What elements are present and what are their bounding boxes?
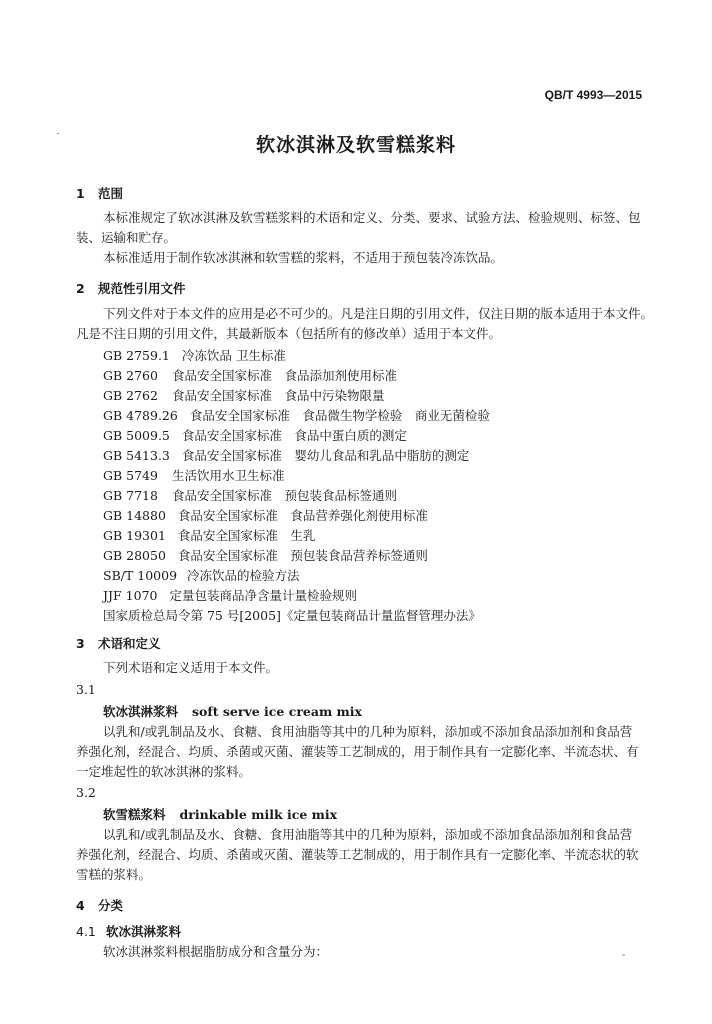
reference-title: 食品安全国家标准 预包装食品标签通则	[171, 488, 397, 503]
footer-mark: -	[622, 950, 626, 961]
reference-code: GB 28050	[103, 548, 166, 563]
section-number: 2	[76, 281, 85, 296]
reference-title: 食品安全国家标准 食品营养强化剂使用标准	[177, 508, 428, 523]
reference-code: GB 2759.1	[103, 348, 170, 363]
reference-item	[103, 526, 315, 544]
section-2-paragraph-line-2: 凡是不注日期的引用文件，其最新版本（包括所有的修改单）适用于本文件。	[76, 326, 502, 341]
reference-title: 食品安全国家标准 生乳	[177, 528, 316, 543]
reference-title: 食品安全国家标准 食品中蛋白质的测定	[181, 428, 407, 443]
section-1-paragraph-1-line-2: 装、运输和贮存。	[76, 230, 177, 245]
term-number: 3.2	[76, 785, 96, 800]
reference-code: GB 7718	[103, 488, 158, 503]
reference-code: GB 2760	[103, 368, 158, 383]
section-3-heading	[76, 634, 161, 652]
reference-title: 生活饮用水卫生标准	[171, 468, 285, 483]
reference-item	[103, 366, 397, 384]
reference-title: 《定量包装商品计量监督管理办法》	[280, 608, 481, 623]
standard-code: QB/T 4993—2015	[544, 88, 642, 102]
reference-item	[103, 446, 469, 464]
term-name-cn: 软冰淇淋浆料	[103, 704, 179, 719]
section-3-intro: 下列术语和定义适用于本文件。	[103, 660, 279, 675]
section-number: 4	[76, 898, 85, 913]
document-title: 软冰淇淋及软雪糕浆料	[255, 134, 456, 156]
reference-item	[103, 506, 428, 524]
term-definition-line: 以乳和/或乳制品及水、食糖、食用油脂等其中的几种为原料，添加或不添加食品添加剂和食品营	[103, 827, 633, 842]
term-heading	[103, 702, 362, 720]
reference-code: GB 4789.26	[103, 408, 178, 423]
reference-title: 食品安全国家标准 食品添加剂使用标准	[171, 368, 397, 383]
reference-code: GB 19301	[103, 528, 166, 543]
reference-code: GB 5413.3	[103, 448, 170, 463]
reference-title: 食品安全国家标准 食品中污染物限量	[171, 388, 385, 403]
subsection-number: 4.1	[76, 924, 96, 939]
term-name-cn: 软雪糕浆料	[103, 807, 166, 822]
section-1-paragraph-2: 本标准适用于制作软冰淇淋和软雪糕的浆料，不适用于预包装冷冻饮品。	[103, 250, 504, 265]
term-definition-line: 养强化剂，经混合、均质、杀菌或灭菌、灌装等工艺制成的，用于制作具有一定膨化率、半流态状、有	[76, 744, 639, 759]
reference-item	[103, 486, 397, 504]
reference-code: GB 14880	[103, 508, 166, 523]
term-heading	[103, 805, 337, 823]
reference-code: 国家质检总局令第 75 号[2005]	[103, 608, 281, 623]
term-definition-line: 一定堆起性的软冰淇淋的浆料。	[76, 764, 252, 779]
section-1-heading	[76, 184, 123, 202]
subsection-4-1-text: 软冰淇淋浆料根据脂肪成分和含量分为：	[103, 944, 329, 959]
subsection-title: 软冰淇淋浆料	[106, 924, 182, 939]
reference-code: JJF 1070	[103, 588, 158, 603]
section-1-paragraph-1-line-1: 本标准规定了软冰淇淋及软雪糕浆料的术语和定义、分类、要求、试验方法、检验规则、标签、包	[103, 210, 641, 225]
reference-item	[103, 606, 481, 624]
term-definition-line: 养强化剂，经混合、均质、杀菌或灭菌、灌装等工艺制成的，用于制作具有一定膨化率、半流态状的软	[76, 847, 639, 862]
reference-title: 冷冻饮品的检验方法	[187, 568, 300, 583]
section-title: 规范性引用文件	[98, 281, 186, 296]
reference-code: SB/T 10009	[103, 568, 178, 583]
reference-title: 冷冻饮品 卫生标准	[181, 348, 286, 363]
term-definition-line: 雪糕的浆料。	[76, 867, 152, 882]
reference-title: 食品安全国家标准 婴幼儿食品和乳品中脂肪的测定	[181, 448, 470, 463]
reference-code: GB 5749	[103, 468, 158, 483]
reference-item	[103, 406, 490, 424]
section-title: 范围	[98, 186, 124, 201]
section-title: 术语和定义	[98, 636, 161, 651]
subsection-4-1-heading	[76, 922, 181, 940]
reference-item	[103, 386, 384, 404]
reference-item	[103, 546, 428, 564]
reference-title: 定量包装商品净含量计量检验规则	[169, 588, 357, 603]
section-4-heading	[76, 896, 123, 914]
term-name-en: soft serve ice cream mix	[192, 704, 362, 719]
section-number: 3	[76, 636, 85, 651]
reference-item	[103, 426, 407, 444]
term-name-en: drinkable milk ice mix	[179, 807, 338, 822]
reference-code: GB 2762	[103, 388, 158, 403]
reference-code: GB 5009.5	[103, 428, 170, 443]
reference-item	[103, 586, 357, 604]
section-title: 分类	[98, 898, 124, 913]
term-number: 3.1	[76, 682, 96, 697]
reference-item	[103, 346, 286, 364]
reference-item	[103, 466, 284, 484]
reference-title: 食品安全国家标准 食品微生物学检验 商业无菌检验	[189, 408, 490, 423]
reference-title: 食品安全国家标准 预包装食品营养标签通则	[177, 548, 428, 563]
section-number: 1	[76, 186, 85, 201]
section-2-heading	[76, 279, 186, 297]
term-definition-line: 以乳和/或乳制品及水、食糖、食用油脂等其中的几种为原料，添加或不添加食品添加剂和食品营	[103, 724, 633, 739]
section-2-paragraph-line-1: 下列文件对于本文件的应用是必不可少的。凡是注日期的引用文件，仅注日期的版本适用于本文件。	[103, 306, 654, 321]
reference-item	[103, 566, 300, 584]
